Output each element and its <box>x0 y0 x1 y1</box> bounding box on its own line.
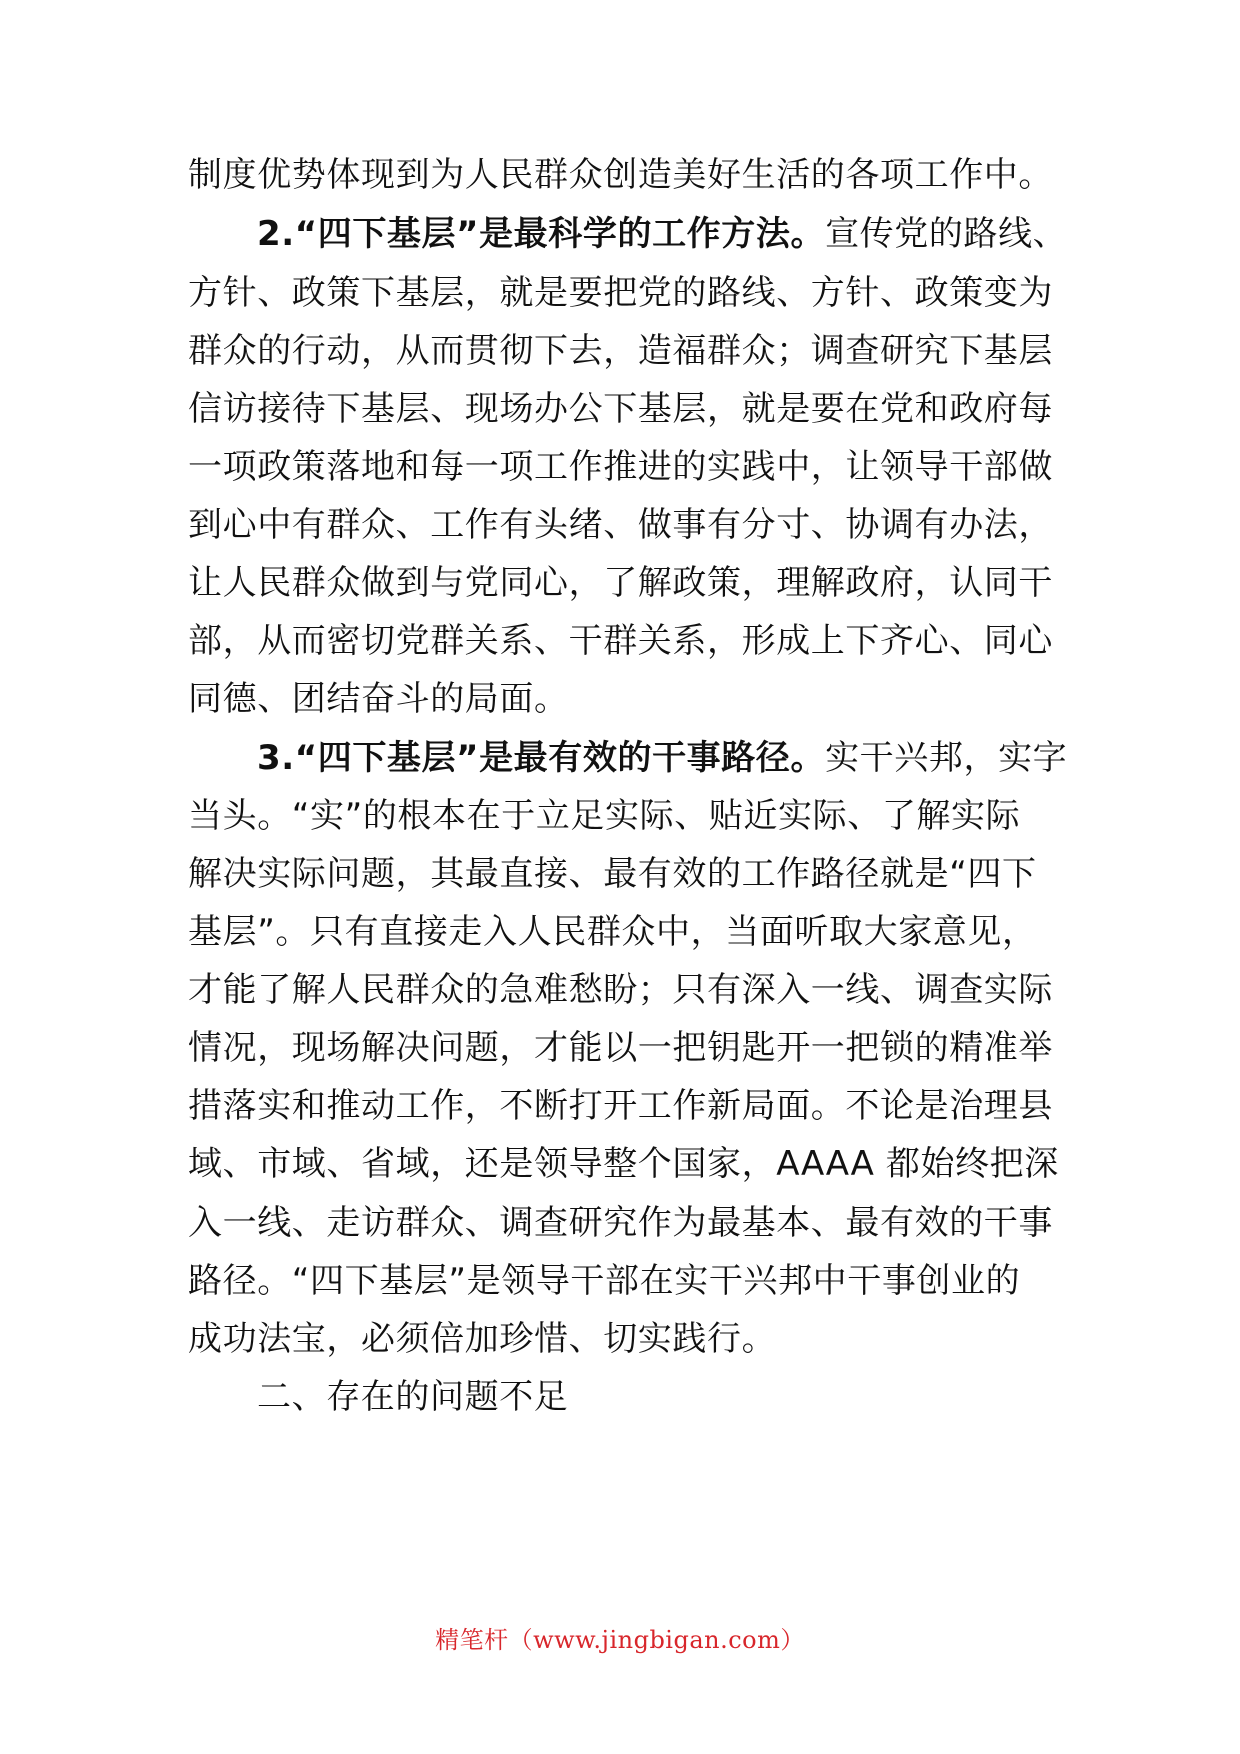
paragraph-line <box>188 331 1058 371</box>
line-text: 基层”。只有直接走入人民群众中，当面听取大家意见， <box>188 912 1037 952</box>
paragraph-line <box>188 1261 1058 1301</box>
line-text: 域、市域、省域，还是领导整个国家，AAAA 都始终把深 <box>188 1144 1059 1184</box>
section-heading: 2.“四下基层”是最科学的工作方法。 <box>257 214 826 254</box>
paragraph-line <box>188 389 1058 429</box>
section-heading-line <box>257 214 1068 254</box>
line-text: 部，从而密切党群关系、干群关系，形成上下齐心、同心 <box>188 621 1053 661</box>
paragraph-line <box>188 970 1058 1010</box>
section-heading: 3.“四下基层”是最有效的干事路径。 <box>257 738 826 778</box>
paragraph-line <box>188 679 1058 719</box>
line-text: 当头。“实”的根本在于立足实际、贴近实际、了解实际 <box>188 796 1021 836</box>
paragraph-line <box>188 155 1058 195</box>
line-text: 方针、政策下基层，就是要把党的路线、方针、政策变为 <box>188 273 1053 313</box>
line-text: 才能了解人民群众的急难愁盼；只有深入一线、调查实际 <box>188 970 1053 1010</box>
paragraph-line <box>188 796 1058 836</box>
paragraph-line <box>188 854 1058 894</box>
line-text: 一项政策落地和每一项工作推进的实践中，让领导干部做 <box>188 447 1053 487</box>
paragraph-line <box>188 505 1058 545</box>
line-text: 信访接待下基层、现场办公下基层，就是要在党和政府每 <box>188 389 1053 429</box>
chapter-heading-line <box>257 1377 1058 1417</box>
paragraph-line <box>188 447 1058 487</box>
line-text: 实干兴邦，实字 <box>825 738 1068 778</box>
paragraph-line <box>188 1144 1058 1184</box>
paragraph-line <box>188 273 1058 313</box>
paragraph-line <box>188 1086 1058 1126</box>
line-text: 路径。“四下基层”是领导干部在实干兴邦中干事创业的 <box>188 1261 1021 1301</box>
line-text: 成功法宝，必须倍加珍惜、切实践行。 <box>188 1319 777 1359</box>
paragraph-line <box>188 1028 1058 1068</box>
line-text: 情况，现场解决问题，才能以一把钥匙开一把锁的精准举 <box>188 1028 1053 1068</box>
line-text: 让人民群众做到与党同心，了解政策，理解政府，认同干 <box>188 563 1053 603</box>
paragraph-line <box>188 912 1058 952</box>
line-text: 入一线、走访群众、调查研究作为最基本、最有效的干事 <box>188 1203 1053 1243</box>
paragraph-line <box>188 1203 1058 1243</box>
paragraph-line <box>188 621 1058 661</box>
line-text: 群众的行动，从而贯彻下去，造福群众；调查研究下基层 <box>188 331 1053 371</box>
line-text: 措落实和推动工作，不断打开工作新局面。不论是治理县 <box>188 1086 1053 1126</box>
section-heading-line <box>257 738 1068 778</box>
line-text: 到心中有群众、工作有头绪、做事有分寸、协调有办法， <box>188 505 1053 545</box>
chapter-heading: 二、存在的问题不足 <box>257 1377 569 1417</box>
line-text: 解决实际问题，其最直接、最有效的工作路径就是“四下 <box>188 854 1037 894</box>
paragraph-line <box>188 563 1058 603</box>
paragraph-line <box>188 1319 1058 1359</box>
footer-watermark: 精笔杆（www.jingbigan.com） <box>435 1626 805 1654</box>
line-text: 制度优势体现到为人民群众创造美好生活的各项工作中。 <box>188 155 1053 195</box>
line-text: 同德、团结奋斗的局面。 <box>188 679 569 719</box>
line-text: 宣传党的路线、 <box>825 214 1068 254</box>
